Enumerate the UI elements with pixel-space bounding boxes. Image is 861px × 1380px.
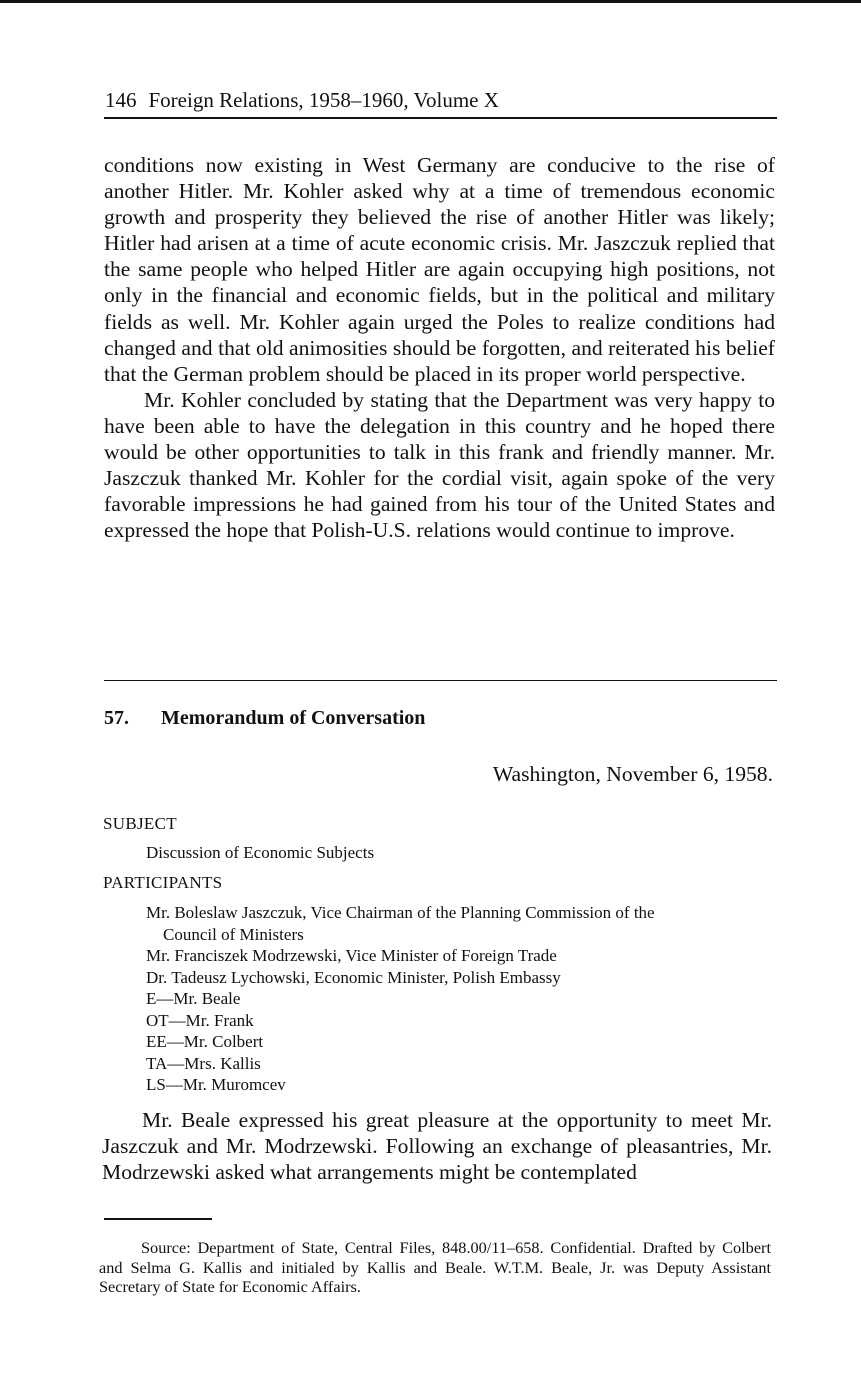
participant-item: EE—Mr. Colbert (146, 1032, 264, 1051)
document-title: Memorandum of Conversation (161, 707, 426, 729)
participant-item: LS—Mr. Muromcev (146, 1075, 286, 1094)
continued-text (104, 152, 775, 543)
participant-item-continuation: Council of Ministers (163, 924, 304, 944)
participant-item: OT—Mr. Frank (146, 1010, 254, 1030)
subject-text: Discussion of Economic Subjects (146, 843, 375, 862)
section-divider (104, 680, 777, 681)
participant-item: Mr. Franciszek Modrzewski, Vice Minister of Foreign Trade (146, 946, 557, 965)
participant-item: TA—Mrs. Kallis (146, 1053, 261, 1073)
participant-item: Mr. Boleslaw Jaszczuk, Vice Chairman of the Planning Commission of the (146, 903, 655, 922)
page-top-edge (0, 0, 861, 3)
header-rule (104, 117, 777, 119)
dateline: Washington, November 6, 1958. (492, 762, 773, 786)
continued-paragraph-2: Mr. Kohler concluded by stating that the Department was very happy to have been able to have the delegation in this country and he hoped there would be other opportunities to talk in this frank and friendly manner. Mr. Jaszczuk thanked Mr. Kohler for the cordial visit, again spoke of the very favorable impressions he had gained from his tour of the United States and expressed the hope that Polish-U.S. relations would continue to improve. (104, 387, 775, 543)
subject-label: SUBJECT (103, 814, 177, 833)
source-footnote: Source: Department of State, Central Files, 848.00/11–658. Confidential. Drafted by Colbert and Selma G. Kallis and initialed by Kallis and Beale. W.T.M. Beale, Jr. was Deputy Assistant Secretary of State for Economic Affairs. (99, 1238, 771, 1296)
participants-list (146, 902, 655, 1096)
participant-item: Dr. Tadeusz Lychowski, Economic Minister, Polish Embassy (146, 967, 561, 987)
running-head (105, 86, 777, 114)
memo-body (102, 1107, 772, 1185)
participants-label: PARTICIPANTS (103, 873, 223, 892)
footnote-rule (104, 1218, 212, 1220)
document-number: 57. (104, 707, 129, 729)
participant-item: E—Mr. Beale (146, 989, 241, 1008)
continued-paragraph-1: conditions now existing in West Germany are conducive to the rise of another Hitler. Mr. Kohler asked why at a time of tremendous economic growth and prosperity they believed the rise of another Hitler was likely; Hitler had arisen at a time of acute economic crisis. Mr. Jaszczuk replied that the same people who helped Hitler are again occupying high positions, not only in the financial and economic fields, but in the political and military fields as well. Mr. Kohler again urged the Poles to realize conditions had changed and that old animosities should be forgotten, and reiterated his belief that the German problem should be placed in its proper world perspective. (104, 153, 775, 386)
document-heading (104, 704, 425, 732)
page-number: 146 (105, 88, 137, 112)
memo-opening-paragraph: Mr. Beale expressed his great pleasure at the opportunity to meet Mr. Jaszczuk and Mr. Modrzewski. Following an exchange of pleasantries, Mr. Modrzewski asked what arrangements might be contemplated (102, 1108, 772, 1185)
running-title: Foreign Relations, 1958–1960, Volume X (148, 88, 499, 112)
